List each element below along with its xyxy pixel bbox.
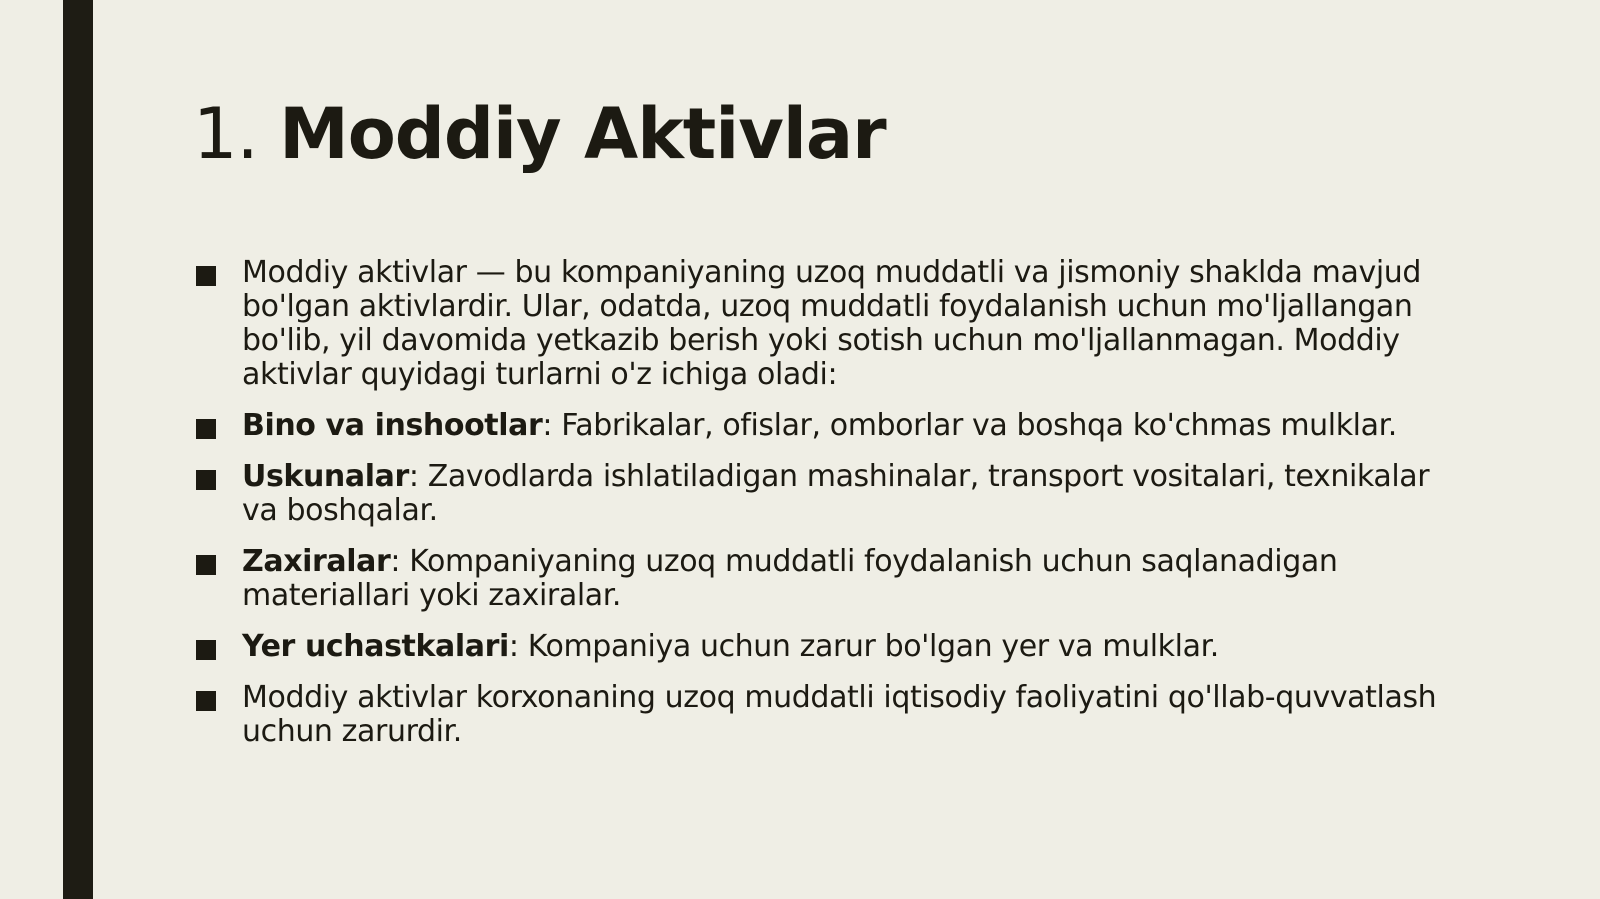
bullet-item-land: [193, 630, 1443, 664]
title-number: 1.: [193, 93, 258, 175]
slide-accent-bar: [63, 0, 93, 899]
bullet-item-conclusion: [193, 681, 1443, 749]
square-bullet-icon: [196, 266, 216, 286]
bullet-text: : Zavodlarda ishlatiladigan mashinalar, transport vositalari, texnikalar va boshqalar.: [242, 459, 1430, 528]
bullet-term: Uskunalar: [242, 459, 409, 494]
bullet-term: Zaxiralar: [242, 544, 391, 579]
title-text: Moddiy Aktivlar: [279, 93, 886, 175]
square-bullet-icon: [196, 470, 216, 490]
square-bullet-icon: [196, 555, 216, 575]
square-bullet-icon: [196, 640, 216, 660]
bullet-term: Bino va inshootlar: [242, 408, 543, 443]
bullet-text: : Kompaniya uchun zarur bo'lgan yer va mulklar.: [508, 629, 1219, 664]
bullet-text: Moddiy aktivlar — bu kompaniyaning uzoq muddatli va jismoniy shaklda mavjud bo'lgan aktivlardir. Ular, odatda, uzoq muddatli foydalanish uchun mo'ljallangan bo'lib, yil davomida yetkazib berish yoki sotish uchun mo'ljallanmagan. Moddiy aktivlar quyidagi turlarni o'z ichiga oladi:: [242, 255, 1422, 392]
bullet-term: Yer uchastkalari: [242, 629, 509, 664]
bullet-item-reserves: [193, 545, 1443, 613]
bullet-item-intro: [193, 256, 1443, 392]
bullet-text: Moddiy aktivlar korxonaning uzoq muddatli iqtisodiy faoliyatini qo'llab-quvvatlash uchun zarurdir.: [242, 680, 1437, 749]
slide-title: [193, 88, 886, 180]
bullet-item-equipment: [193, 460, 1443, 528]
bullet-text: : Kompaniyaning uzoq muddatli foydalanish uchun saqlanadigan materiallari yoki zaxiralar.: [242, 544, 1338, 613]
bullet-item-buildings: [193, 409, 1443, 443]
square-bullet-icon: [196, 691, 216, 711]
bullet-list: [193, 256, 1443, 766]
bullet-text: : Fabrikalar, ofislar, omborlar va boshqa ko'chmas mulklar.: [542, 408, 1397, 443]
square-bullet-icon: [196, 419, 216, 439]
